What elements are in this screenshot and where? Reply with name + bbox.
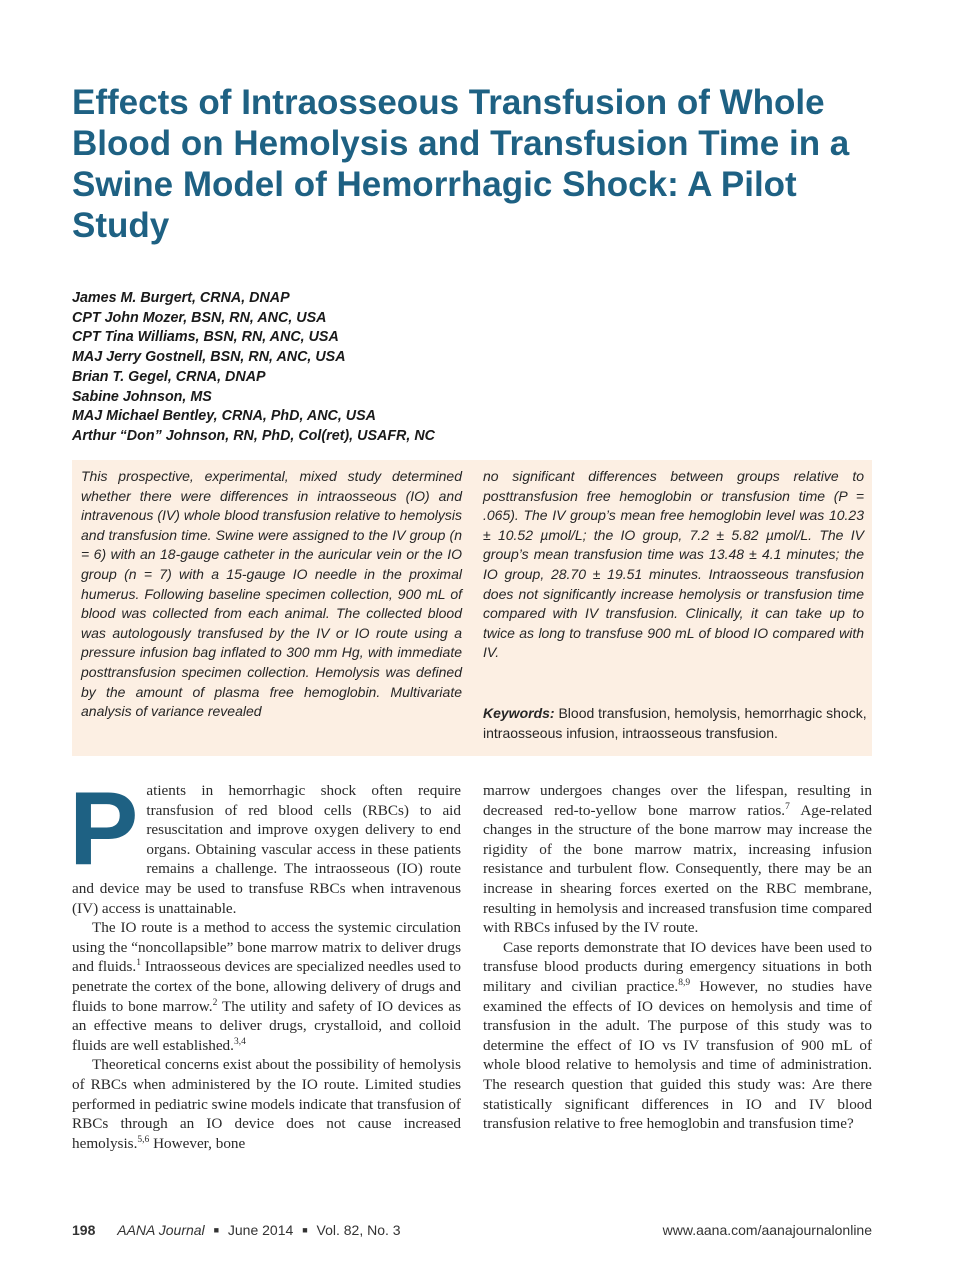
article-title: Effects of Intraosseous Transfusion of Whole Blood on Hemolysis and Transfusion Time in a Swine Model of Hemorrhagic Shock: A Pilot Study [72, 83, 850, 245]
citation-ref: 2 [212, 997, 218, 1008]
body-paragraph [72, 918, 461, 1055]
paragraph-text: Case reports demonstrate that IO devices have been used to transfuse blood products during emergency situations in both military and civilian practice. [483, 938, 872, 995]
abstract-column-right: no significant differences between groups relative to posttransfusion free hemoglobin or transfusion time (P = .065). The IV group’s mean free hemoglobin level was 10.23 ± 10.52 µmol/L; the IO group, 7.2 ± 5.82 µmol/L. The IV group’s mean transfusion time was 13.48 ± 4.1 minutes; the IO group, 28.70 ± 19.51 minutes. Intraosseous transfusion does not significantly increase hemolysis or transfusion time compared with IV transfusion. Clinically, it can take up to twice as long to transfuse 900 mL of blood IO compared with IV. [483, 468, 864, 661]
paragraph-text: Age-related changes in the structure of the bone marrow may increase the rigidity of the bone marrow matrix, increasing infusion resistance and turbulent flow. Consequently, there may be an increase in shearing forces exerted on the RBC membrane, resulting in hemolysis and increased transfusion time compared with RBCs infused by the IV route. [483, 801, 872, 937]
abstract-box [72, 460, 872, 756]
paragraph-text: The IO route is a method to access the systemic circulation using the “noncollapsible” bone marrow matrix to deliver drugs and fluids. [72, 919, 461, 976]
paragraph-text: However, bone [149, 1134, 246, 1152]
author: James M. Burgert, CRNA, DNAP [72, 290, 290, 306]
separator-square-icon: ■ [213, 1225, 219, 1235]
abstract-column-left: This prospective, experimental, mixed study determined whether there were differences in intraosseous (IO) and intravenous (IV) whole blood transfusion relative to hemolysis and transfusion time. Swine were assigned to the IV group (n = 6) with an 18-gauge catheter in the auricular vein or the IO group (n = 7) with a 15-gauge IO needle in the proximal humerus. Following baseline specimen collection, 900 mL of blood was collected from each animal. The collected blood was autologously transfused by the IV or IO route using a pressure infusion bag inflated to 300 mm Hg, with immediate posttransfusion specimen collection. Hemolysis was defined by the amount of plasma free hemoglobin. Multivariate analysis of variance revealed [81, 468, 462, 720]
body-column-right [483, 781, 872, 1134]
citation-ref: 1 [136, 958, 141, 969]
keywords-text: Blood transfusion, hemolysis, hemorrhagic shock, intraosseous infusion, intraosseous transfusion. [483, 705, 867, 741]
journal-name: AANA Journal [117, 1222, 205, 1238]
body-column-left [69, 771, 461, 1153]
author: MAJ Jerry Gostnell, BSN, RN, ANC, USA [72, 349, 346, 366]
citation-ref: 5,6 [137, 1134, 150, 1145]
author: CPT Tina Williams, BSN, RN, ANC, USA [72, 329, 339, 346]
journal-url-link[interactable]: www.aana.com/aanajournalonline [662, 1222, 872, 1238]
author: Arthur “Don” Johnson, RN, PhD, Col(ret), USAFR, NC [72, 427, 435, 444]
citation-ref: 8,9 [678, 977, 691, 988]
paragraph-text: marrow undergoes changes over the lifespan, resulting in decreased red-to-yellow bone marrow ratios. [483, 782, 872, 819]
author: MAJ Michael Bentley, CRNA, PhD, ANC, USA [72, 408, 376, 425]
paragraph-text: However, no studies have examined the effects of IO devices on hemolysis and time of transfusion in the adult. The purpose of this study was to determine the effect of IO vs IV transfusion of 900 mL of whole blood relative to hemolysis and time of administration. The research question that guided this study was: Are there statistically significant differences in IO and IV blood transfusion relative to free hemoglobin and transfusion time? [483, 977, 872, 1133]
author: Sabine Johnson, MS [72, 388, 212, 405]
keywords [483, 704, 868, 743]
author-list [72, 289, 772, 447]
body-paragraph [69, 771, 461, 918]
author: CPT John Mozer, BSN, RN, ANC, USA [72, 309, 327, 326]
citation-ref: 3,4 [233, 1036, 246, 1047]
paragraph-text: atients in hemorrhagic shock often require transfusion of red blood cells (RBCs) to aid resuscitation and improve oxygen delivery to end organs. Obtaining vascular access in these patients remains a challenge. The intraosseous (IO) route and device may be used to transfuse RBCs when intravenous (IV) access is unattainable. [72, 782, 461, 917]
issue-date: June 2014 [227, 1222, 294, 1238]
body-paragraph [483, 938, 872, 1134]
body-paragraph [72, 1055, 461, 1153]
citation-ref: 7 [785, 801, 790, 812]
keywords-label: Keywords: [483, 705, 555, 721]
page-footer [72, 1222, 872, 1242]
volume-issue: Vol. 82, No. 3 [316, 1222, 401, 1238]
paragraph-text: Intraosseous devices are specialized needles used to penetrate the cortex of the bone, allowing delivery of drugs and fluids to bone marrow. [72, 958, 461, 1015]
separator-square-icon: ■ [302, 1225, 308, 1235]
paragraph-text: Theoretical concerns exist about the possibility of hemolysis of RBCs when administered by the IO route. Limited studies performed in pediatric swine models indicate that transfusion of RBCs through an IO device does not cause increased hemolysis. [72, 1056, 461, 1152]
paragraph-text: The utility and safety of IO devices as an effective means to deliver drugs, crystalloid, and colloid fluids are well established. [72, 997, 461, 1054]
drop-cap: P [69, 771, 139, 887]
author: Brian T. Gegel, CRNA, DNAP [72, 368, 266, 385]
page-number: 198 [72, 1222, 96, 1238]
body-paragraph [483, 781, 872, 938]
